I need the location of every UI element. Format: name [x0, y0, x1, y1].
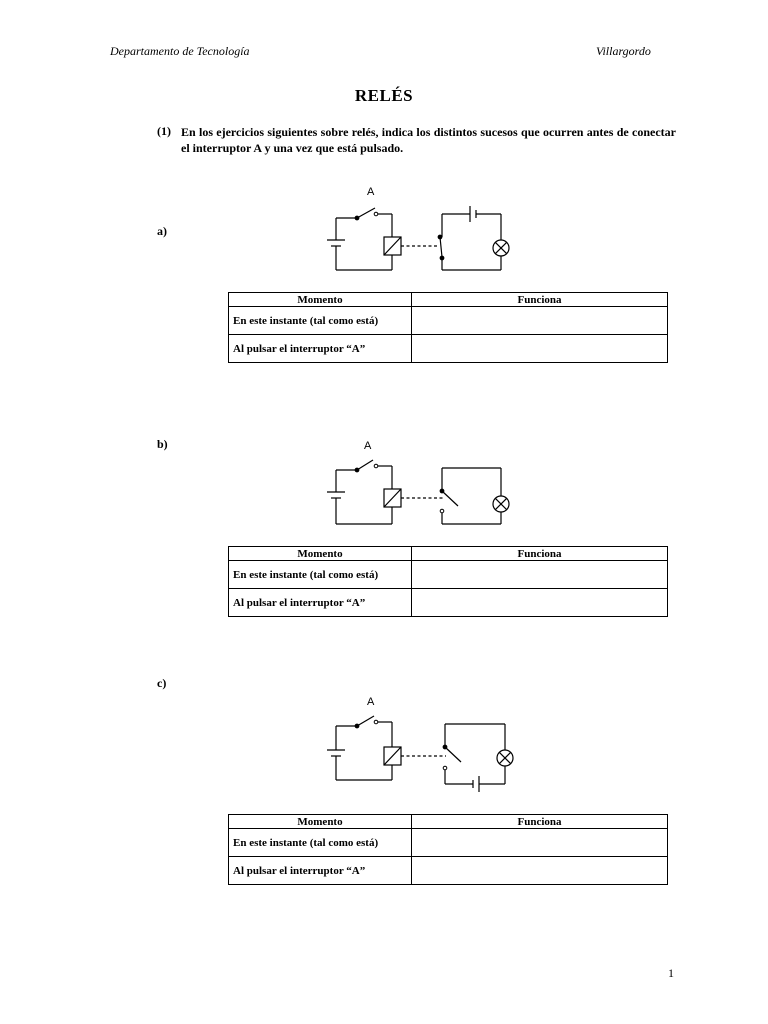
answer-cell[interactable] — [412, 829, 668, 857]
table-row — [229, 307, 668, 335]
answer-cell[interactable] — [412, 589, 668, 617]
table-row — [229, 335, 668, 363]
table-header-row — [229, 547, 668, 561]
row-label: En este instante (tal como está) — [229, 561, 412, 589]
row-label: Al pulsar el interruptor “A” — [229, 335, 412, 363]
answer-table-b — [228, 546, 668, 617]
answer-table-c — [228, 814, 668, 885]
circuit-diagram-a — [318, 182, 528, 278]
exercise-c-label: c) — [157, 676, 167, 690]
switch-label-a: A — [367, 186, 375, 198]
table-row — [229, 561, 668, 589]
table-header-row — [229, 815, 668, 829]
answer-cell[interactable] — [412, 335, 668, 363]
switch-label-b: A — [364, 440, 372, 452]
header-momento: Momento — [229, 293, 412, 307]
question-number: (1) — [157, 124, 171, 138]
row-label: En este instante (tal como está) — [229, 829, 412, 857]
switch-label-c: A — [367, 696, 375, 708]
table-row — [229, 589, 668, 617]
page-title: RELÉS — [354, 86, 414, 105]
answer-table-a — [228, 292, 668, 363]
header-location: Villargordo — [596, 44, 651, 58]
answer-cell[interactable] — [412, 307, 668, 335]
exercise-a-label: a) — [157, 224, 167, 238]
row-label: Al pulsar el interruptor “A” — [229, 857, 412, 885]
circuit-diagram-c — [318, 690, 528, 798]
row-label: En este instante (tal como está) — [229, 307, 412, 335]
circuit-diagram-b — [318, 436, 528, 532]
table-row — [229, 829, 668, 857]
table-row — [229, 857, 668, 885]
answer-cell[interactable] — [412, 857, 668, 885]
header-momento: Momento — [229, 547, 412, 561]
header-momento: Momento — [229, 815, 412, 829]
row-label: Al pulsar el interruptor “A” — [229, 589, 412, 617]
header-funciona: Funciona — [412, 293, 668, 307]
header-funciona: Funciona — [412, 547, 668, 561]
page-number: 1 — [668, 966, 674, 980]
question-text: En los ejercicios siguientes sobre relés, indica los distintos sucesos que ocurren antes de conectar el interruptor A y una vez que está pulsado. — [181, 125, 676, 155]
answer-cell[interactable] — [412, 561, 668, 589]
table-header-row — [229, 293, 668, 307]
header-department: Departamento de Tecnología — [110, 44, 250, 58]
header-funciona: Funciona — [412, 815, 668, 829]
exercise-b-label: b) — [157, 437, 168, 451]
